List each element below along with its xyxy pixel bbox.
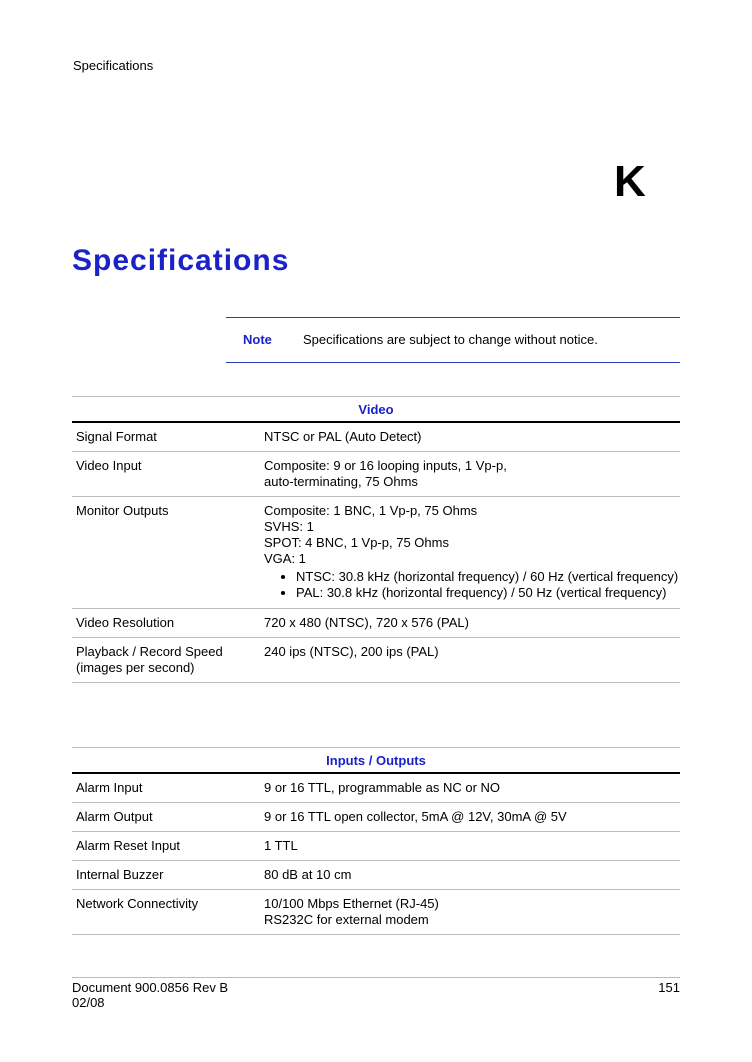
spec-value-line: Composite: 9 or 16 looping inputs, 1 Vp-p, — [264, 458, 507, 473]
video-table-heading: Video — [72, 397, 680, 423]
note-text: Specifications are subject to change without notice. — [303, 332, 598, 347]
io-spec-table — [72, 747, 680, 935]
spec-value-line: 240 ips (NTSC), 200 ips (PAL) — [264, 644, 439, 659]
io-table-heading: Inputs / Outputs — [72, 748, 680, 774]
spec-label: Alarm Reset Input — [72, 832, 260, 861]
spec-label: Playback / Record Speed (images per second) — [72, 638, 260, 683]
spec-value-line: SVHS: 1 — [264, 519, 314, 534]
spec-value-line: 1 TTL — [264, 838, 298, 853]
spec-value — [260, 497, 680, 609]
spec-label: Signal Format — [72, 422, 260, 452]
table-row — [72, 638, 680, 683]
table-row — [72, 803, 680, 832]
spec-value-line: 9 or 16 TTL, programmable as NC or NO — [264, 780, 501, 795]
footer-document-number: Document 900.0856 Rev B — [72, 980, 229, 995]
appendix-letter: K — [614, 157, 646, 206]
footer-date: 02/08 — [72, 995, 105, 1010]
spec-bullet-item: • PAL: 30.8 kHz (horizontal frequency) / 50 Hz (vertical frequency) — [296, 586, 680, 600]
spec-value-line: VGA: 1 — [264, 551, 306, 566]
table-row — [72, 452, 680, 497]
table-row — [72, 609, 680, 638]
table-row — [72, 497, 680, 609]
running-header: Specifications — [73, 58, 154, 73]
chapter-title: Specifications — [72, 244, 290, 277]
table-row — [72, 832, 680, 861]
spec-label: Video Input — [72, 452, 260, 497]
spec-value — [260, 638, 680, 683]
table-header-row — [72, 397, 680, 423]
spec-value — [260, 861, 680, 890]
spec-value-line: NTSC or PAL (Auto Detect) — [264, 429, 422, 444]
video-spec-table — [72, 396, 680, 683]
spec-label: Network Connectivity — [72, 890, 260, 935]
note-box — [226, 317, 680, 363]
video-table-body — [72, 422, 680, 683]
table-row — [72, 890, 680, 935]
spec-value — [260, 803, 680, 832]
spec-value-line: 9 or 16 TTL open collector, 5mA @ 12V, 30mA @ 5V — [264, 809, 567, 824]
spec-label: Internal Buzzer — [72, 861, 260, 890]
spec-value — [260, 832, 680, 861]
footer-page-number: 151 — [658, 980, 680, 995]
footer-rule — [72, 977, 680, 978]
footer-document-info — [72, 980, 228, 1010]
spec-bullet-item: • NTSC: 30.8 kHz (horizontal frequency) / 60 Hz (vertical frequency) — [296, 570, 680, 584]
spec-value — [260, 452, 680, 497]
spec-value-line: SPOT: 4 BNC, 1 Vp-p, 75 Ohms — [264, 535, 449, 550]
spec-value — [260, 773, 680, 803]
table-header-row — [72, 748, 680, 774]
spec-label: Alarm Input — [72, 773, 260, 803]
table-row — [72, 861, 680, 890]
table-row — [72, 422, 680, 452]
spec-value-line: 80 dB at 10 cm — [264, 867, 352, 882]
table-row — [72, 773, 680, 803]
io-table-body — [72, 773, 680, 935]
spec-bullet-list — [264, 570, 680, 600]
spec-label: Alarm Output — [72, 803, 260, 832]
spec-value-line: auto-terminating, 75 Ohms — [264, 474, 418, 489]
spec-value-line: 720 x 480 (NTSC), 720 x 576 (PAL) — [264, 615, 469, 630]
spec-label: Video Resolution — [72, 609, 260, 638]
spec-value — [260, 422, 680, 452]
note-label: Note — [243, 332, 272, 347]
spec-value-line: RS232C for external modem — [264, 912, 429, 927]
spec-value-line: Composite: 1 BNC, 1 Vp-p, 75 Ohms — [264, 503, 478, 518]
spec-label: Monitor Outputs — [72, 497, 260, 609]
spec-value-line: 10/100 Mbps Ethernet (RJ-45) — [264, 896, 439, 911]
spec-value — [260, 609, 680, 638]
spec-value — [260, 890, 680, 935]
